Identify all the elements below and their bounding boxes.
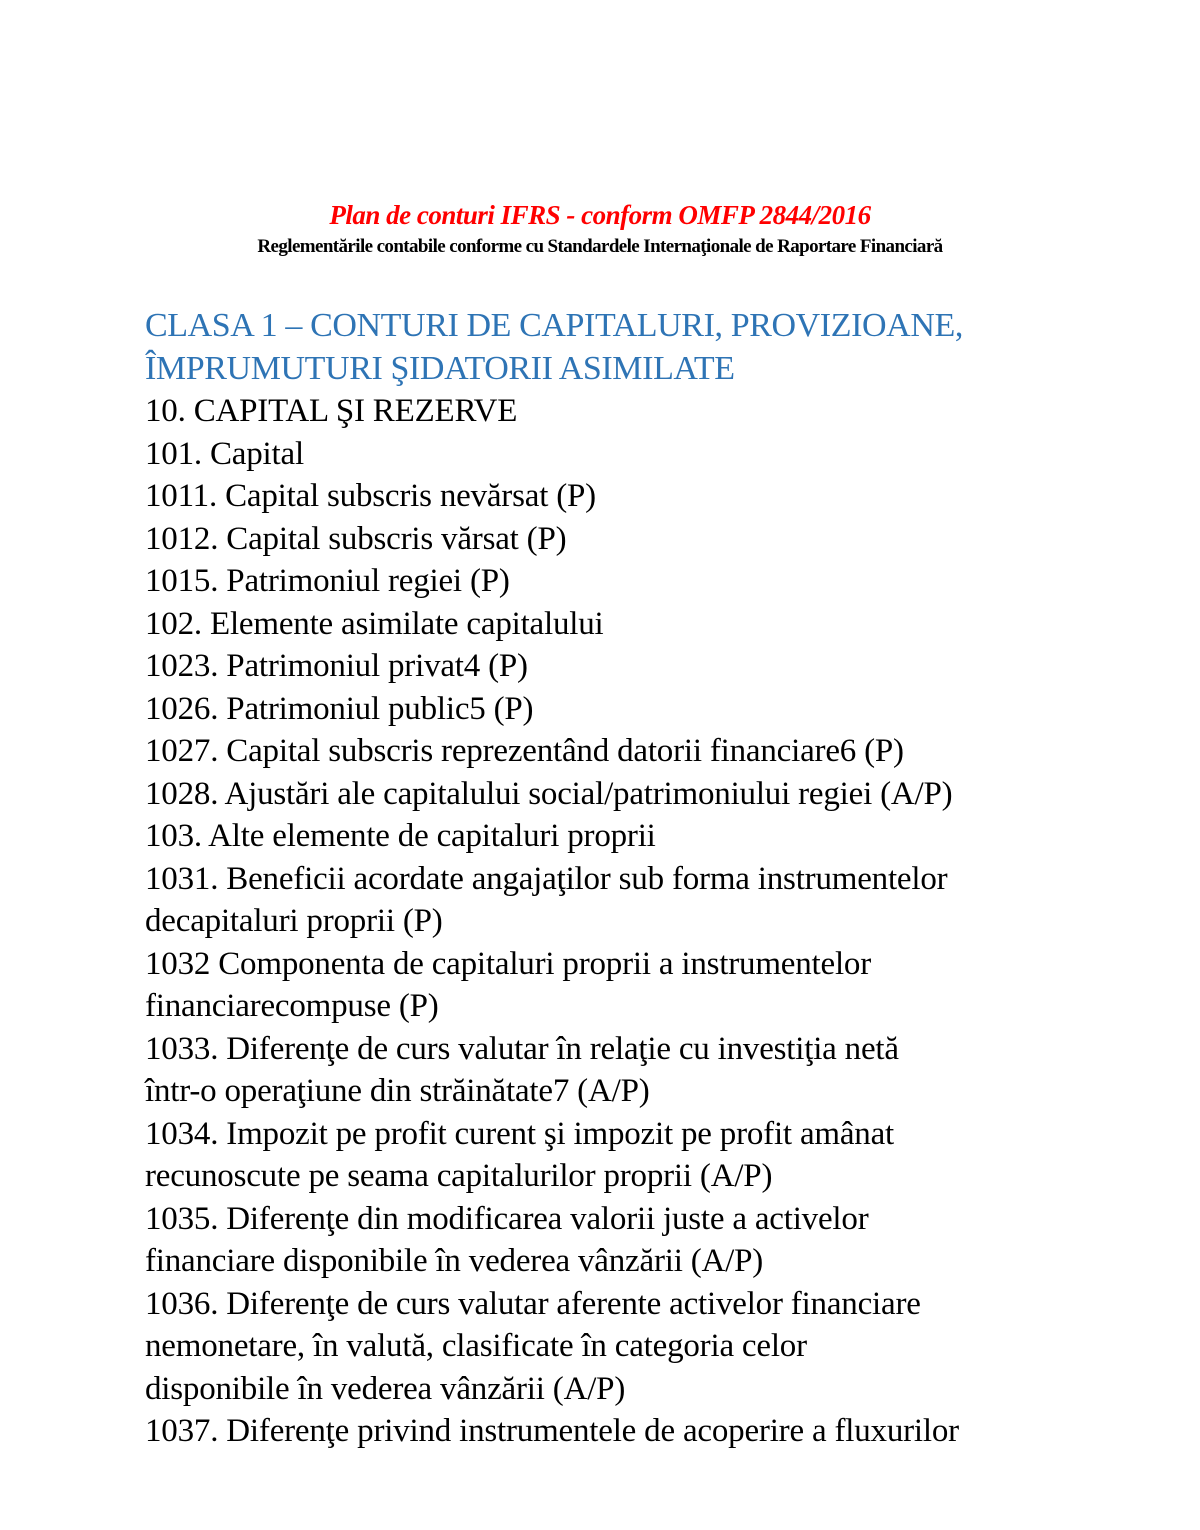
- account-line: 103. Alte elemente de capitaluri proprii: [145, 818, 656, 854]
- account-line: 1023. Patrimoniul privat4 (P): [145, 648, 528, 684]
- account-line: financiarecompuse (P): [145, 988, 439, 1024]
- account-line: 1015. Patrimoniul regiei (P): [145, 563, 510, 599]
- account-line: financiare disponibile în vederea vânzării (A/P): [145, 1243, 764, 1279]
- account-list: [145, 390, 1065, 1453]
- document-body: [145, 304, 1065, 1453]
- account-line: 1028. Ajustări ale capitalului social/patrimoniului regiei (A/P): [145, 775, 953, 812]
- section-heading-line-2: ÎMPRUMUTURI ŞIDATORII ASIMILATE: [145, 350, 735, 387]
- section-heading-line-1: CLASA 1 – CONTURI DE CAPITALURI, PROVIZIOANE,: [145, 307, 963, 344]
- document-title: Plan de conturi IFRS - conform OMFP 2844/2016: [329, 200, 871, 230]
- account-line: disponibile în vederea vânzării (A/P): [145, 1370, 626, 1407]
- account-line: 1032 Componenta de capitaluri proprii a instrumentelor: [145, 945, 872, 982]
- account-line: 102. Elemente asimilate capitalului: [145, 605, 604, 642]
- account-line: 1011. Capital subscris nevărsat (P): [145, 478, 596, 514]
- account-line: recunoscute pe seama capitalurilor proprii (A/P): [145, 1158, 773, 1194]
- account-line: 1012. Capital subscris vărsat (P): [145, 520, 567, 557]
- account-line: 101. Capital: [145, 435, 304, 472]
- section-heading: [145, 304, 1065, 390]
- document-subtitle: Reglementările contabile conforme cu Standardele Internaţionale de Raportare Financiară: [257, 236, 943, 257]
- account-line: nemonetare, în valută, clasificate în categoria celor: [145, 1328, 807, 1364]
- account-line: 1037. Diferenţe privind instrumentele de acoperire a fluxurilor: [145, 1413, 959, 1449]
- account-line: 1035. Diferenţe din modificarea valorii juste a activelor: [145, 1200, 869, 1237]
- account-line: 1027. Capital subscris reprezentând datorii financiare6 (P): [145, 733, 904, 769]
- account-line: 1026. Patrimoniul public5 (P): [145, 690, 534, 727]
- account-line: 1031. Beneficii acordate angajaţilor sub forma instrumentelor: [145, 860, 948, 897]
- account-line: 10. CAPITAL ŞI REZERVE: [145, 393, 518, 429]
- account-line: 1034. Impozit pe profit curent şi impozit pe profit amânat: [145, 1115, 895, 1152]
- account-line: într-o operaţiune din străinătate7 (A/P): [145, 1073, 650, 1109]
- account-line: 1033. Diferenţe de curs valutar în relaţie cu investiţia netă: [145, 1030, 899, 1067]
- account-line: decapitaluri proprii (P): [145, 903, 443, 939]
- account-line: 1036. Diferenţe de curs valutar aferente activelor financiare: [145, 1285, 921, 1322]
